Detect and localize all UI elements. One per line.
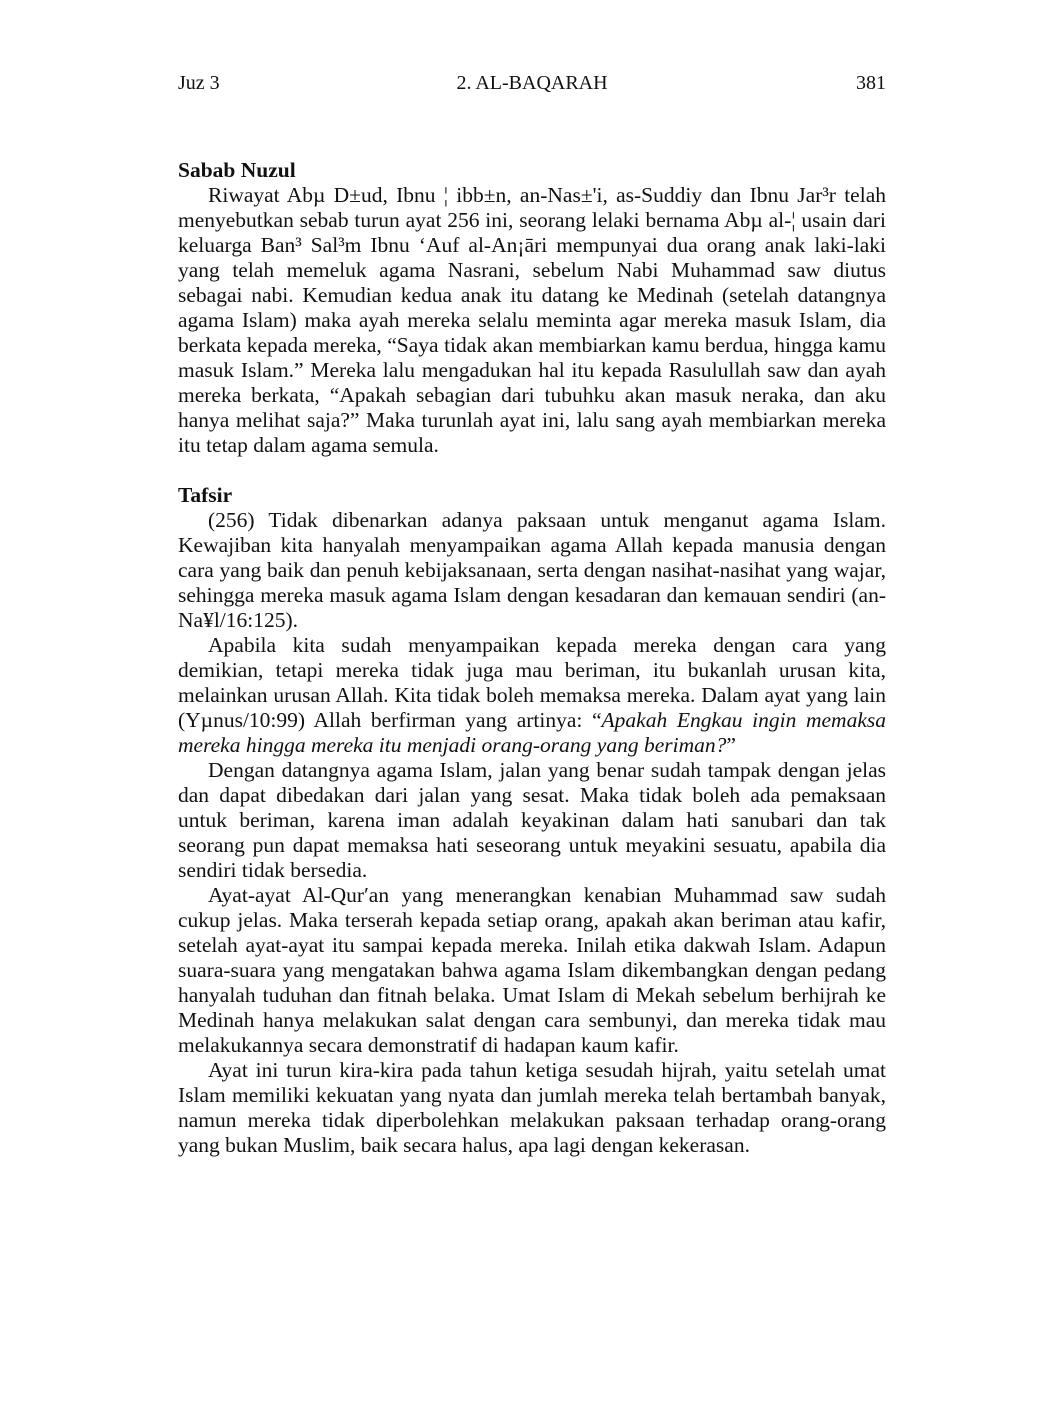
section-spacer: [178, 458, 886, 483]
sabab-nuzul-paragraph: Riwayat Abµ D±ud, Ibnu ¦ ibb±n, an-Nas±'i, as-Suddiy dan Ibnu Jar³r telah menyebutkan sebab turun ayat 256 ini, seorang lelaki bernama Abµ al-¦ usain dari keluarga Ban³ Sal³m Ibnu ‘Auf al-An¡āri mempunyai dua orang anak laki-laki yang telah memeluk agama Nasrani, sebelum Nabi Muhammad saw diutus sebagai nabi. Kemudian kedua anak itu datang ke Medinah (setelah datangnya agama Islam) maka ayah mereka selalu meminta agar mereka masuk Islam, dia berkata kepada mereka, “Saya tidak akan membiarkan kamu berdua, hingga kamu masuk Islam.” Mereka lalu mengadukan hal itu kepada Rasulullah saw dan ayah mereka berkata, “Apakah sebagian dari tubuhku akan masuk neraka, dan aku hanya melihat saja?” Maka turunlah ayat ini, lalu sang ayah membiarkan mereka itu tetap dalam agama semula.: [178, 183, 886, 457]
tafsir-paragraph-4: Ayat-ayat Al-Qur′an yang menerangkan kenabian Muhammad saw sudah cukup jelas. Maka terserah kepada setiap orang, apakah akan beriman atau kafir, setelah ayat-ayat itu sampai kepada mereka. Inilah etika dakwah Islam. Adapun suara-suara yang mengatakan bahwa agama Islam dikembangkan dengan pedang hanyalah tuduhan dan fitnah belaka. Umat Islam di Mekah sebelum berhijrah ke Medinah hanya melakukan salat dengan cara sembunyi, dan mereka tidak mau melakukannya secara demonstratif di hadapan kaum kafir.: [178, 883, 886, 1057]
closing-quote: ”: [726, 733, 736, 757]
running-header: [178, 72, 886, 100]
tafsir-heading: Tafsir: [178, 483, 233, 507]
tafsir-paragraph-1: (256) Tidak dibenarkan adanya paksaan untuk menganut agama Islam. Kewajiban kita hanyalah menyampaikan agama Allah kepada manusia dengan cara yang baik dan penuh kebijaksanaan, serta dengan nasihat-nasihat yang wajar, sehingga mereka masuk agama Islam dengan kesadaran dan kemauan sendiri (an-Na¥l/16:125).: [178, 508, 886, 632]
page-body: [178, 158, 886, 1158]
sabab-nuzul-section: [178, 158, 886, 458]
paragraph-2-text: Apabila kita sudah menyampaikan kepada mereka dengan cara yang demikian, tetapi mereka tidak juga mau beriman, itu bukanlah urusan kita, melainkan urusan Allah. Kita tidak boleh memaksa mereka. Dalam ayat yang lain (Yµnus/10:99) Allah berfirman yang artinya: “: [178, 633, 886, 732]
tafsir-paragraph-2: [178, 633, 886, 758]
tafsir-section: [178, 483, 886, 1158]
surah-title: 2. AL-BAQARAH: [456, 72, 608, 94]
tafsir-paragraph-5: Ayat ini turun kira-kira pada tahun ketiga sesudah hijrah, yaitu setelah umat Islam memiliki kekuatan yang nyata dan jumlah mereka telah bertambah banyak, namun mereka tidak diperbolehkan melakukan paksaan terhadap orang-orang yang bukan Muslim, baik secara halus, apa lagi dengan kekerasan.: [178, 1058, 886, 1157]
quoted-verse-translation: Apakah Engkau ingin memaksa mereka hingga mereka itu menjadi orang-orang yang beriman?: [178, 708, 886, 757]
tafsir-paragraph-3: Dengan datangnya agama Islam, jalan yang benar sudah tampak dengan jelas dan dapat dibedakan dari jalan yang sesat. Maka tidak boleh ada pemaksaan untuk beriman, karena iman adalah keyakinan dalam hati sanubari dan tak seorang pun dapat memaksa hati seseorang untuk meyakini sesuatu, apabila dia sendiri tidak bersedia.: [178, 758, 886, 882]
sabab-nuzul-heading: Sabab Nuzul: [178, 158, 296, 182]
page-number: 381: [856, 72, 886, 94]
juz-label: Juz 3: [178, 72, 220, 94]
